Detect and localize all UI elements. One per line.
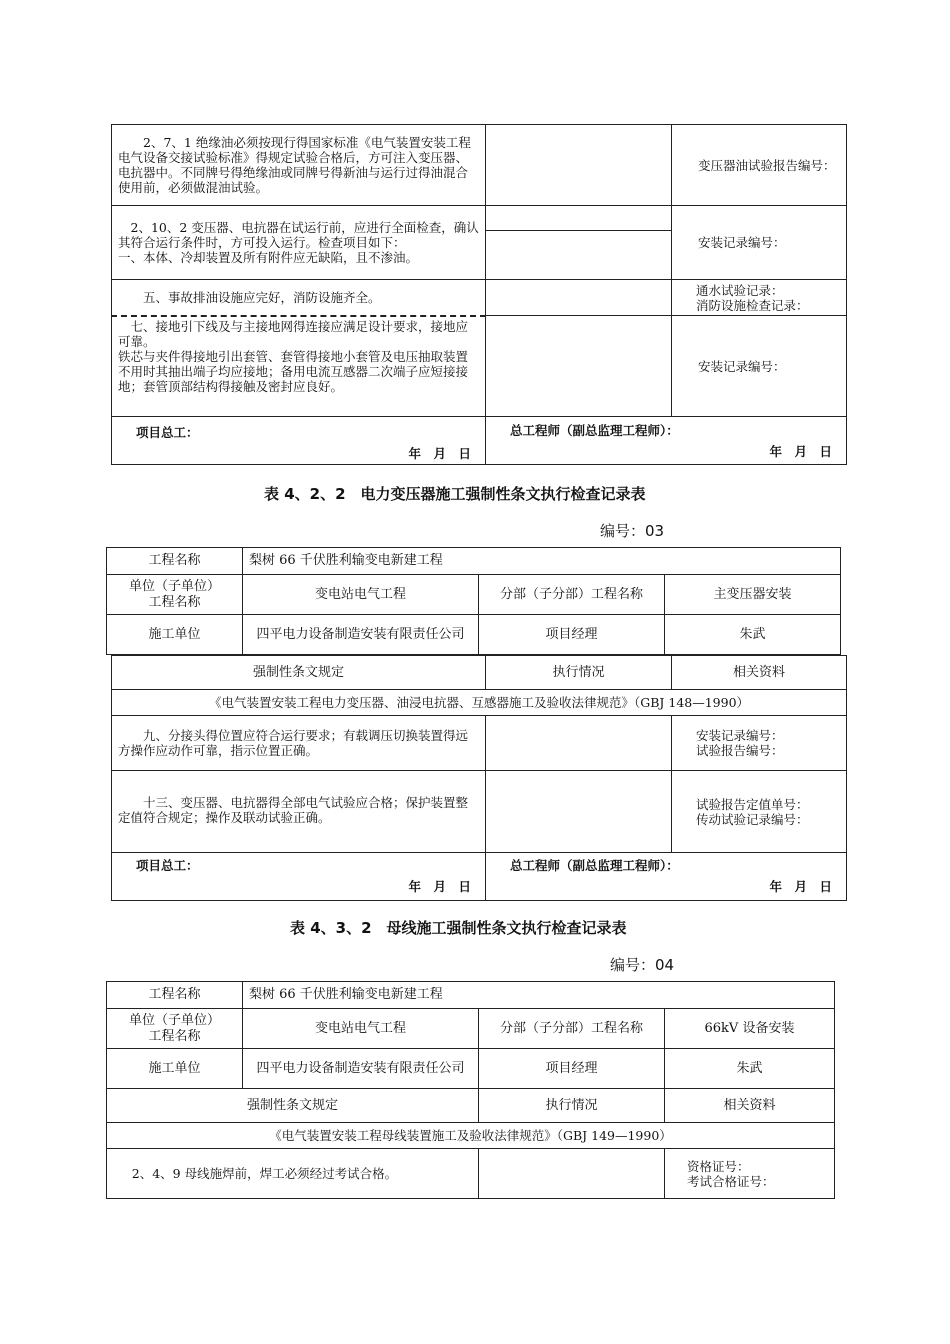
execution-status-cell[interactable]	[486, 206, 672, 280]
table-3-number: 编号：04	[610, 956, 675, 974]
table-row	[112, 280, 847, 316]
manager-value[interactable]: 朱武	[665, 615, 841, 655]
table-row	[112, 316, 847, 417]
project-name-value[interactable]: 梨树 66 千伏胜利输变电新建工程	[243, 982, 835, 1009]
status-subline	[486, 206, 671, 231]
project-name-value[interactable]: 梨树 66 千伏胜利输变电新建工程	[243, 548, 841, 575]
execution-status-cell[interactable]	[486, 280, 672, 316]
signature-date: 年 月 日	[769, 879, 832, 894]
chief-engineer-signature[interactable]	[486, 417, 847, 465]
execution-status-cell[interactable]	[486, 125, 672, 206]
signature-date: 年 月 日	[408, 446, 471, 461]
table-row	[107, 1009, 835, 1049]
signature-label: 项目总工：	[136, 858, 199, 873]
subdivision-value[interactable]: 66kV 设备安装	[665, 1009, 835, 1049]
table-row	[107, 1049, 835, 1089]
related-docs-cell: 试验报告定值单号： 传动试验记录编号：	[672, 771, 847, 853]
table-row	[107, 548, 841, 575]
subdivision-value[interactable]: 主变压器安装	[665, 575, 841, 615]
table-row	[112, 690, 847, 716]
unit-name-value[interactable]: 变电站电气工程	[243, 1009, 479, 1049]
related-docs-cell: 安装记录编号：	[672, 316, 847, 417]
table-2-body	[111, 655, 847, 901]
table-row	[107, 1149, 835, 1199]
execution-status-cell[interactable]	[486, 716, 672, 771]
table-3	[106, 981, 835, 1199]
table-row	[112, 716, 847, 771]
standard-title: 《电气装置安装工程电力变压器、油浸电抗器、互感器施工及验收法律规范》（GBJ 148—1990）	[112, 690, 847, 716]
project-name-label: 工程名称	[107, 982, 243, 1009]
table-row	[112, 771, 847, 853]
table-row	[107, 982, 835, 1009]
chief-engineer-signature[interactable]	[486, 853, 847, 901]
table-row	[112, 656, 847, 690]
table-3-heading: 表 4、3、2 母线施工强制性条文执行检查记录表	[290, 919, 627, 937]
execution-status-cell[interactable]	[486, 316, 672, 417]
unit-name-label: 单位（子单位） 工程名称	[107, 1009, 243, 1049]
execution-status-cell[interactable]	[479, 1149, 665, 1199]
manager-label: 项目经理	[479, 615, 665, 655]
table-2-number: 编号：03	[600, 522, 665, 540]
clause-text: 2、7、1 绝缘油必须按现行得国家标准《电气装置安装工程 电气设备交接试验标准》得规定试验合格后，方可注入变压器、电抗器中。不同牌号得绝缘油或同牌号得新油与运行过得油混合使用前，必须做混油试验。	[112, 125, 486, 206]
table-row	[107, 575, 841, 615]
project-chief-signature[interactable]	[112, 417, 486, 465]
column-header-docs: 相关资料	[672, 656, 847, 690]
signature-label: 项目总工：	[136, 425, 199, 440]
builder-label: 施工单位	[107, 615, 243, 655]
table-1-continuation	[111, 124, 847, 465]
clause-text: 2、4、9 母线施焊前，焊工必须经过考试合格。	[107, 1149, 479, 1199]
column-header-status: 执行情况	[486, 656, 672, 690]
subdivision-label: 分部（子分部）工程名称	[479, 1009, 665, 1049]
manager-label: 项目经理	[479, 1049, 665, 1089]
subdivision-label: 分部（子分部）工程名称	[479, 575, 665, 615]
related-docs-cell: 安装记录编号： 试验报告编号：	[672, 716, 847, 771]
column-header-docs: 相关资料	[665, 1089, 835, 1123]
signature-date: 年 月 日	[769, 444, 832, 459]
column-header-status: 执行情况	[479, 1089, 665, 1123]
clause-text: 七、接地引下线及与主接地网得连接应满足设计要求，接地应可靠。 铁芯与夹件得接地引出套管、套管得接地小套管及电压抽取装置不用时其抽出端子均应接地；备用电流互感器二次端子应短接接地；套管顶部结构得接触及密封应良好。	[112, 316, 486, 417]
unit-name-label: 单位（子单位） 工程名称	[107, 575, 243, 615]
clause-text: 2、10、2 变压器、电抗器在试运行前，应进行全面检查，确认其符合运行条件时，方可投入运行。检查项目如下： 一、本体、冷却装置及所有附件应无缺陷，且不渗油。	[112, 206, 486, 280]
builder-value[interactable]: 四平电力设备制造安装有限责任公司	[243, 615, 479, 655]
execution-status-cell[interactable]	[486, 771, 672, 853]
related-docs-cell: 变压器油试验报告编号：	[672, 125, 847, 206]
signature-label: 总工程师（副总监理工程师）：	[510, 858, 679, 873]
unit-name-value[interactable]: 变电站电气工程	[243, 575, 479, 615]
related-docs-cell: 通水试验记录： 消防设施检查记录：	[672, 280, 847, 316]
project-name-label: 工程名称	[107, 548, 243, 575]
manager-value[interactable]: 朱武	[665, 1049, 835, 1089]
clause-text: 十三、变压器、电抗器得全部电气试验应合格；保护装置整定值符合规定；操作及联动试验正确。	[112, 771, 486, 853]
standard-title: 《电气装置安装工程母线装置施工及验收法律规范》（GBJ 149—1990）	[107, 1123, 835, 1149]
clause-text: 九、分接头得位置应符合运行要求；有载调压切换装置得远方操作应动作可靠，指示位置正确。	[112, 716, 486, 771]
signature-row	[112, 417, 847, 465]
table-row	[112, 125, 847, 206]
column-header-rule: 强制性条文规定	[112, 656, 486, 690]
table-row	[107, 615, 841, 655]
clause-text: 五、事故排油设施应完好，消防设施齐全。	[112, 280, 486, 316]
table-2-heading: 表 4、2、2 电力变压器施工强制性条文执行检查记录表	[264, 485, 646, 503]
builder-value[interactable]: 四平电力设备制造安装有限责任公司	[243, 1049, 479, 1089]
signature-row	[112, 853, 847, 901]
table-row	[107, 1089, 835, 1123]
table-row	[112, 206, 847, 280]
signature-date: 年 月 日	[408, 879, 471, 894]
related-docs-cell: 安装记录编号：	[672, 206, 847, 280]
project-chief-signature[interactable]	[112, 853, 486, 901]
table-row	[107, 1123, 835, 1149]
signature-label: 总工程师（副总监理工程师）：	[510, 423, 679, 438]
column-header-rule: 强制性条文规定	[107, 1089, 479, 1123]
builder-label: 施工单位	[107, 1049, 243, 1089]
related-docs-cell: 资格证号： 考试合格证号：	[665, 1149, 835, 1199]
table-2-header	[106, 547, 841, 655]
